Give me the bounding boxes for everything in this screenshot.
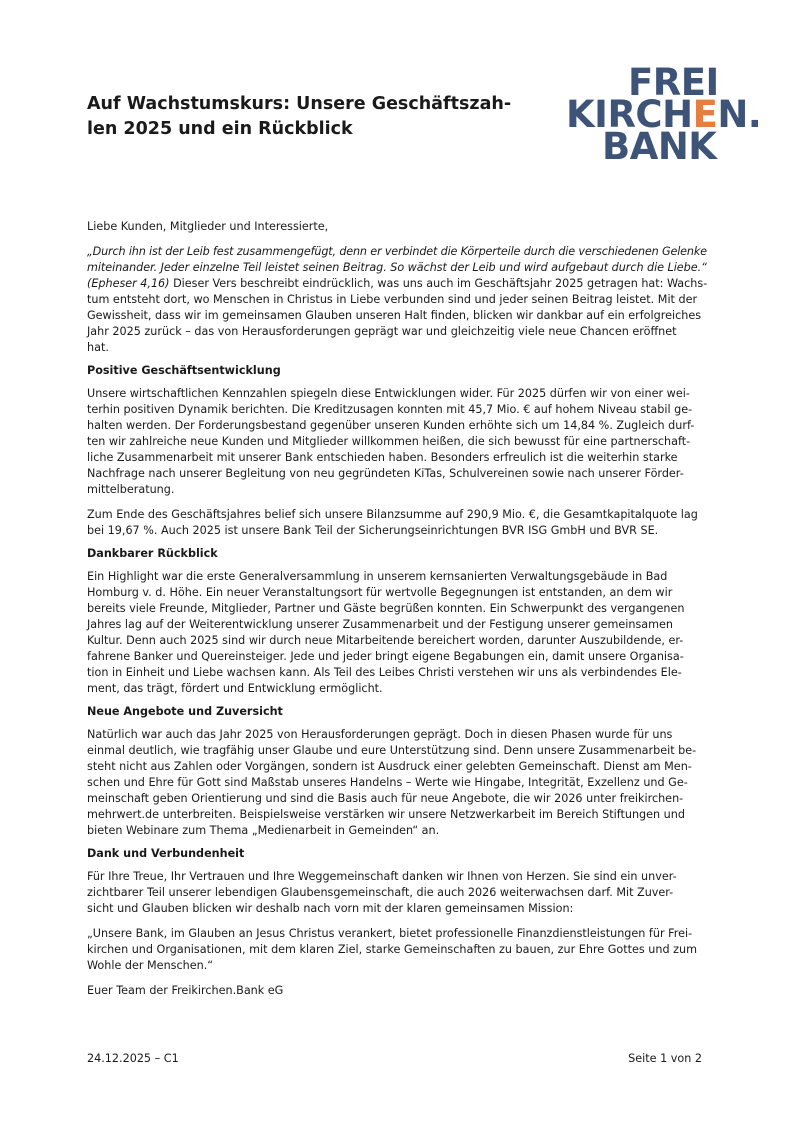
body-line: zichtbarer Teil unserer lebendigen Glaubensgemeinschaft, die auch 2026 weiterwachsen darf. Mit Zuver- [87,886,674,899]
section-heading: Dankbarer Rückblick [87,547,218,560]
body-line: Ein Highlight war die erste Generalversammlung in unserem kernsanierten Verwaltungsgebäude in Bad [87,570,668,583]
section-paragraph [87,869,707,917]
signature [87,983,707,999]
section-paragraph [87,569,707,697]
body-line: fahrene Banker und Quereinsteiger. Jede und jeder bringt eigene Begabungen ein, damit unsere Organisa- [87,650,684,663]
page-title-line: len 2025 und ein Rückblick [87,119,353,139]
logo-line-frei: FREI [628,61,719,104]
body-line: Jahr 2025 zurück – das von Herausforderungen geprägt war und gleichzeitig viele neue Chancen eröffnet [87,325,677,338]
body-line: Homburg v. d. Höhe. Ein neuer Veranstaltungsort für wertvolle Begegnungen ist entstanden, an dem wir [87,586,673,599]
page-title [87,92,527,142]
logo-line-kirchen: KIRCHEN. [566,93,762,136]
body-line: terhin positiven Dynamik berichten. Die Kreditzusagen konnten mit 45,7 Mio. € auf hohem Niveau stabil ge- [87,403,693,416]
body-line: Kultur. Denn auch 2025 sind wir durch neue Mitarbeitende bereichert worden, darunter Auszubildende, er- [87,634,684,647]
body-line: halten werden. Der Forderungsbestand gegenüber unseren Kunden erhöhte sich um 14,84 %. Zugleich durf- [87,419,695,432]
section-paragraph [87,386,707,498]
body-line: einmal deutlich, wie tragfähig unser Glaube und eure Unterstützung sind. Denn unsere Zusammenarbeit be- [87,744,697,757]
body-line: sicht und Glauben blicken wir deshalb nach vorn mit der klaren gemeinsamen Mission: [87,902,574,915]
body-line: Jahres lag auf der Weiterentwicklung unserer Zusammenarbeit und der Festigung unserer gemeinsamen [87,618,674,631]
body-line: bereits viele Freunde, Mitglieder, Partner und Gäste begrüßen konnten. Ein Schwerpunkt des vergangenen [87,602,685,615]
body-line: ten wir zahlreiche neue Kunden und Mitglieder willkommen heißen, die sich bewusst für eine partnerschaft- [87,435,691,448]
section-heading: Positive Geschäftsentwicklung [87,364,281,377]
salutation: Liebe Kunden, Mitglieder und Interessierte, [87,220,329,233]
body-line: Zum Ende des Geschäftsjahres belief sich unsere Bilanzsumme auf 290,9 Mio. €, die Gesamtkapitalquote lag [87,508,698,521]
section-heading: Neue Angebote und Zuversicht [87,705,283,718]
bible-quote-line: miteinander. Jeder einzelne Teil leistet seinen Beitrag. So wächst der Leib und wird aufgebaut durch die Liebe.“ [87,261,707,274]
body-line: Euer Team der Freikirchen.Bank eG [87,984,284,997]
body-line: Nachfrage nach unserer Begleitung von neu gegründeten KiTas, Schulvereinen sowie nach unserer Förder- [87,467,684,480]
body-line: mittelberatung. [87,483,175,496]
body-line: kirchen und Organisationen, mit dem klaren Ziel, starke Gemeinschaften zu bauen, zur Ehre Gottes und zum [87,943,697,956]
body-line: Unsere wirtschaftlichen Kennzahlen spiegeln diese Entwicklungen wider. Für 2025 dürfen wir von einer wei- [87,387,690,400]
section-paragraph [87,507,707,539]
body-line: schen und Ehre für Gott sind Maßstab unseres Handelns – Werte wie Hingabe, Integrität, Exzellenz und Ge- [87,776,688,789]
intro-paragraph [87,244,707,356]
body-line: Gewissheit, dass wir im gemeinsamen Glauben unseren Halt finden, blicken wir dankbar auf ein erfolgreiches [87,309,702,322]
body-line: liche Zusammenarbeit mit unserer Bank entschieden haben. Besonders erfreulich ist die weiterhin starke [87,451,678,464]
body-line: tum entsteht dort, wo Menschen in Christus in Liebe verbunden sind und jeder seinen Beitrag leistet. Mit der [87,293,698,306]
footer-page-info: Seite 1 von 2 [628,1052,702,1065]
letter-body [87,219,707,999]
body-line: Natürlich war auch das Jahr 2025 von Herausforderungen geprägt. Doch in diesen Phasen wurde für uns [87,728,673,741]
body-line: Wohle der Menschen.“ [87,959,214,972]
body-line: mehrwert.de unterbreiten. Beispielsweise verstärken wir unsere Netzwerkarbeit im Bereich Stiftungen und [87,808,685,821]
body-line: ment, das trägt, fördert und Entwicklung ermöglicht. [87,682,383,695]
body-line: bei 19,67 %. Auch 2025 ist unsere Bank Teil der Sicherungseinrichtungen BVR ISG GmbH und BVR SE. [87,524,659,537]
section-heading: Dank und Verbundenheit [87,847,245,860]
body-line: Dieser Vers beschreibt eindrücklich, was uns auch im Geschäftsjahr 2025 getragen hat: Wachs- [169,277,708,290]
mission-statement [87,926,707,974]
body-line: bieten Webinare zum Thema „Medienarbeit in Gemeinden“ an. [87,824,440,837]
body-line: hat. [87,341,109,354]
body-line: Für Ihre Treue, Ihr Vertrauen und Ihre Weggemeinschaft danken wir Ihnen von Herzen. Sie sind ein unver- [87,870,677,883]
page-title-line: Auf Wachstumskurs: Unsere Geschäftszah- [87,94,512,114]
bible-reference: (Epheser 4,16) [87,277,170,290]
logo-line-bank: BANK [602,125,717,168]
body-line: tion in Einheit und Liebe wachsen kann. Als Teil des Leibes Christi verstehen wir uns als verbindendes Ele- [87,666,682,679]
body-line: „Unsere Bank, im Glauben an Jesus Christus verankert, bietet professionelle Finanzdienstleistungen für Frei- [87,927,693,940]
freikirchen-bank-logo [566,61,762,168]
bible-quote-line: „Durch ihn ist der Leib fest zusammengefügt, denn er verbindet die Körperteile durch die verschiedenen Gelenke [87,245,707,258]
section-paragraph [87,727,707,839]
footer-date-code: 24.12.2025 – C1 [87,1052,179,1065]
body-line: meinschaft geben Orientierung und sind die Basis auch für neue Angebote, die wir 2026 unter freikirchen- [87,792,684,805]
body-line: steht nicht aus Zahlen oder Vorgängen, sondern ist Ausdruck einer gelebten Gemeinschaft. Dienst am Men- [87,760,692,773]
